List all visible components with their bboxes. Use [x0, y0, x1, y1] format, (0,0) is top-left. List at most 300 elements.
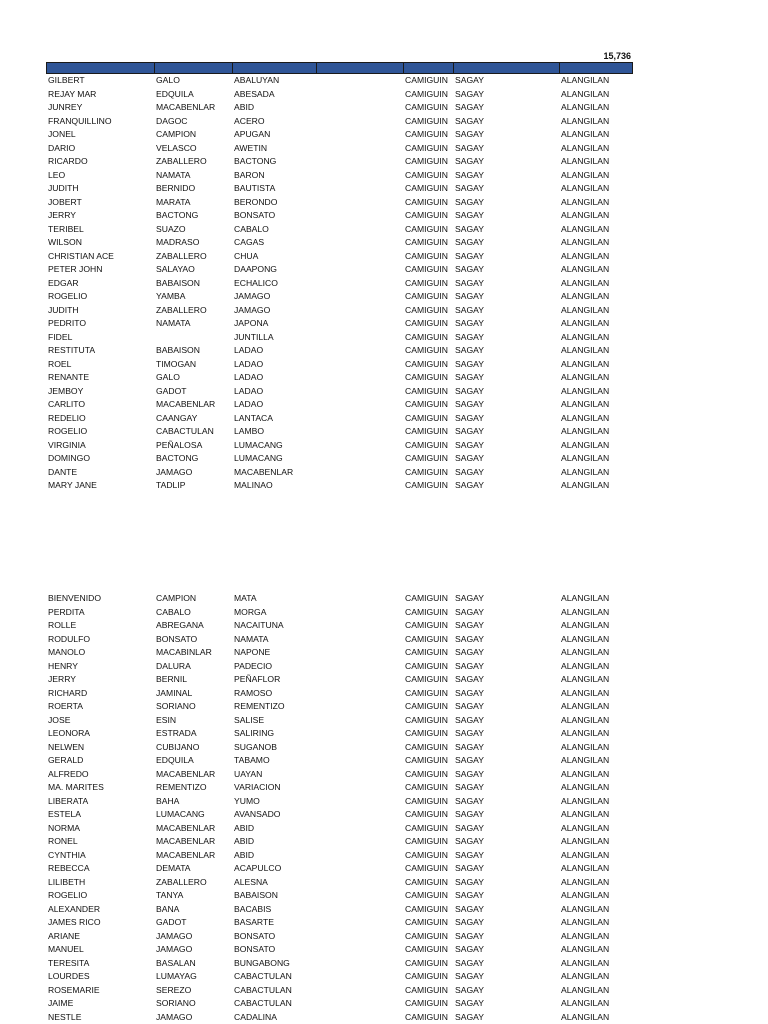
city-cell: SAGAY — [455, 426, 484, 436]
barangay-cell: ALANGILAN — [561, 782, 610, 792]
city-cell: SAGAY — [455, 647, 484, 657]
island-cell: CAMIGUIN — [405, 984, 448, 995]
middle-name-cell: ESTRADA — [156, 728, 197, 738]
first-name-cell: VIRGINIA — [48, 439, 86, 450]
barangay-cell: ALANGILAN — [561, 291, 610, 301]
city-cell: SAGAY — [455, 944, 484, 954]
last-name-cell: PADECIO — [234, 660, 273, 671]
table-row — [0, 250, 768, 264]
island-cell: CAMIGUIN — [405, 633, 448, 644]
last-name-cell: PEÑAFLOR — [234, 674, 281, 684]
last-name-cell: ACERO — [234, 115, 265, 126]
total-count: 15,736 — [603, 51, 631, 61]
first-name-cell: JOBERT — [48, 196, 82, 207]
island-cell: CAMIGUIN — [405, 331, 448, 342]
last-name-cell: MORGA — [234, 606, 267, 617]
last-name-cell: MALINAO — [234, 480, 273, 490]
middle-name-cell: ZABALLERO — [156, 876, 207, 887]
table-row — [0, 687, 768, 701]
first-name-cell: DARIO — [48, 142, 76, 153]
island-cell: CAMIGUIN — [405, 687, 448, 698]
barangay-cell: ALANGILAN — [561, 701, 610, 711]
city-cell: SAGAY — [455, 223, 484, 234]
last-name-cell: LUMACANG — [234, 453, 283, 463]
table-row — [0, 371, 768, 385]
last-name-cell: JUNTILLA — [234, 331, 274, 342]
barangay-cell: ALANGILAN — [561, 944, 610, 954]
first-name-cell: RONEL — [48, 836, 78, 846]
last-name-cell: AWETIN — [234, 142, 268, 153]
city-cell: SAGAY — [455, 102, 484, 112]
middle-name-cell: DAGOC — [156, 115, 188, 126]
barangay-cell: ALANGILAN — [561, 372, 610, 382]
barangay-cell: ALANGILAN — [561, 385, 610, 396]
first-name-cell: JERRY — [48, 210, 77, 220]
barangay-cell: ALANGILAN — [561, 822, 610, 833]
first-name-cell: NESTLE — [48, 1011, 82, 1022]
city-cell: SAGAY — [455, 453, 484, 463]
table-row — [0, 412, 768, 426]
barangay-cell: ALANGILAN — [561, 903, 610, 914]
barangay-cell: ALANGILAN — [561, 169, 610, 180]
barangay-cell: ALANGILAN — [561, 998, 610, 1008]
island-cell: CAMIGUIN — [405, 237, 448, 247]
island-cell: CAMIGUIN — [405, 372, 448, 382]
table-row — [0, 862, 768, 876]
middle-name-cell: SEREZO — [156, 984, 192, 995]
last-name-cell: CABALO — [234, 223, 269, 234]
table-row — [0, 619, 768, 633]
middle-name-cell: JAMAGO — [156, 930, 193, 941]
table-header-bar — [46, 62, 633, 74]
island-cell: CAMIGUIN — [405, 102, 448, 112]
island-cell: CAMIGUIN — [405, 318, 448, 328]
last-name-cell: DAAPONG — [234, 264, 277, 274]
table-row — [0, 439, 768, 453]
last-name-cell: ACAPULCO — [234, 863, 282, 873]
middle-name-cell: MACABENLAR — [156, 102, 216, 112]
middle-name-cell: JAMAGO — [156, 944, 193, 954]
first-name-cell: CYNTHIA — [48, 849, 86, 860]
barangay-cell: ALANGILAN — [561, 728, 610, 738]
first-name-cell: HENRY — [48, 660, 78, 671]
middle-name-cell: GALO — [156, 372, 180, 382]
table-row — [0, 646, 768, 660]
island-cell: CAMIGUIN — [405, 426, 448, 436]
island-cell: CAMIGUIN — [405, 183, 448, 193]
last-name-cell: CABACTULAN — [234, 984, 292, 995]
island-cell: CAMIGUIN — [405, 863, 448, 873]
first-name-cell: JONEL — [48, 129, 76, 139]
last-name-cell: JAPONA — [234, 318, 269, 328]
last-name-cell: LANTACA — [234, 412, 273, 423]
last-name-cell: REMENTIZO — [234, 701, 285, 711]
first-name-cell: ROLLE — [48, 620, 77, 630]
table-row — [0, 808, 768, 822]
island-cell: CAMIGUIN — [405, 277, 448, 288]
middle-name-cell: LUMACANG — [156, 809, 205, 819]
last-name-cell: CABACTULAN — [234, 971, 292, 981]
table-row — [0, 128, 768, 142]
last-name-cell: LUMACANG — [234, 439, 283, 450]
island-cell: CAMIGUIN — [405, 606, 448, 617]
header-cell — [317, 63, 404, 73]
table-row — [0, 466, 768, 480]
island-cell: CAMIGUIN — [405, 156, 448, 166]
barangay-cell: ALANGILAN — [561, 795, 610, 806]
barangay-cell: ALANGILAN — [561, 264, 610, 274]
city-cell: SAGAY — [455, 75, 484, 85]
first-name-cell: GILBERT — [48, 75, 85, 85]
table-row — [0, 209, 768, 223]
last-name-cell: BONSATO — [234, 210, 276, 220]
table-row — [0, 385, 768, 399]
last-name-cell: BONSATO — [234, 944, 276, 954]
table-row — [0, 943, 768, 957]
middle-name-cell: SORIANO — [156, 701, 196, 711]
last-name-cell: CABACTULAN — [234, 998, 292, 1008]
first-name-cell: MA. MARITES — [48, 782, 104, 792]
city-cell: SAGAY — [455, 385, 484, 396]
first-name-cell: JUDITH — [48, 304, 79, 315]
first-name-cell: ROSEMARIE — [48, 984, 100, 995]
middle-name-cell: PEÑALOSA — [156, 439, 203, 450]
island-cell: CAMIGUIN — [405, 849, 448, 860]
middle-name-cell: LUMAYAG — [156, 971, 197, 981]
city-cell: SAGAY — [455, 466, 484, 477]
last-name-cell: LADAO — [234, 385, 264, 396]
middle-name-cell: TIMOGAN — [156, 358, 197, 369]
barangay-cell: ALANGILAN — [561, 917, 610, 927]
barangay-cell: ALANGILAN — [561, 156, 610, 166]
table-row — [0, 1011, 768, 1024]
island-cell: CAMIGUIN — [405, 957, 448, 968]
first-name-cell: BIENVENIDO — [48, 593, 102, 603]
city-cell: SAGAY — [455, 768, 484, 779]
table-row — [0, 290, 768, 304]
barangay-cell: ALANGILAN — [561, 196, 610, 207]
city-cell: SAGAY — [455, 836, 484, 846]
city-cell: SAGAY — [455, 971, 484, 981]
table-row — [0, 317, 768, 331]
first-name-cell: JAMES RICO — [48, 917, 101, 927]
table-row — [0, 277, 768, 291]
table-row — [0, 606, 768, 620]
city-cell: SAGAY — [455, 674, 484, 684]
middle-name-cell: NAMATA — [156, 169, 191, 180]
city-cell: SAGAY — [455, 863, 484, 873]
last-name-cell: APUGAN — [234, 129, 271, 139]
last-name-cell: SUGANOB — [234, 741, 277, 752]
island-cell: CAMIGUIN — [405, 795, 448, 806]
last-name-cell: UAYAN — [234, 768, 263, 779]
middle-name-cell: TANYA — [156, 890, 184, 900]
island-cell: CAMIGUIN — [405, 75, 448, 85]
last-name-cell: LAMBO — [234, 426, 265, 436]
middle-name-cell: BANA — [156, 903, 180, 914]
middle-name-cell: ESIN — [156, 714, 177, 725]
first-name-cell: REJAY MAR — [48, 88, 97, 99]
table-row — [0, 633, 768, 647]
city-cell: SAGAY — [455, 88, 484, 99]
table-row — [0, 479, 768, 493]
island-cell: CAMIGUIN — [405, 890, 448, 900]
barangay-cell: ALANGILAN — [561, 412, 610, 423]
first-name-cell: JOSE — [48, 714, 71, 725]
last-name-cell: MACABENLAR — [234, 466, 294, 477]
last-name-cell: BACABIS — [234, 903, 272, 914]
barangay-cell: ALANGILAN — [561, 620, 610, 630]
city-cell: SAGAY — [455, 304, 484, 315]
first-name-cell: REBECCA — [48, 863, 90, 873]
barangay-cell: ALANGILAN — [561, 88, 610, 99]
last-name-cell: BARON — [234, 169, 265, 180]
barangay-cell: ALANGILAN — [561, 142, 610, 153]
city-cell: SAGAY — [455, 237, 484, 247]
table-row — [0, 957, 768, 971]
island-cell: CAMIGUIN — [405, 129, 448, 139]
barangay-cell: ALANGILAN — [561, 115, 610, 126]
island-cell: CAMIGUIN — [405, 291, 448, 301]
city-cell: SAGAY — [455, 291, 484, 301]
middle-name-cell: EDQUILA — [156, 755, 194, 765]
table-row — [0, 101, 768, 115]
island-cell: CAMIGUIN — [405, 115, 448, 126]
first-name-cell: LEONORA — [48, 728, 91, 738]
last-name-cell: LADAO — [234, 345, 264, 355]
city-cell: SAGAY — [455, 795, 484, 806]
middle-name-cell: SALAYAO — [156, 264, 195, 274]
city-cell: SAGAY — [455, 849, 484, 860]
last-name-cell: BABAISON — [234, 890, 278, 900]
table-row — [0, 304, 768, 318]
middle-name-cell: ABREGANA — [156, 620, 204, 630]
first-name-cell: ROEL — [48, 358, 72, 369]
header-cell — [233, 63, 317, 73]
first-name-cell: ROERTA — [48, 701, 84, 711]
first-name-cell: JUNREY — [48, 102, 83, 112]
island-cell: CAMIGUIN — [405, 412, 448, 423]
barangay-cell: ALANGILAN — [561, 687, 610, 698]
island-cell: CAMIGUIN — [405, 660, 448, 671]
middle-name-cell: MACABENLAR — [156, 849, 216, 860]
first-name-cell: NELWEN — [48, 741, 85, 752]
table-row — [0, 142, 768, 156]
island-cell: CAMIGUIN — [405, 399, 448, 409]
last-name-cell: BAUTISTA — [234, 183, 276, 193]
table-row — [0, 714, 768, 728]
city-cell: SAGAY — [455, 957, 484, 968]
island-cell: CAMIGUIN — [405, 741, 448, 752]
middle-name-cell: BERNIL — [156, 674, 188, 684]
table-row — [0, 673, 768, 687]
table-row — [0, 903, 768, 917]
island-cell: CAMIGUIN — [405, 944, 448, 954]
city-cell: SAGAY — [455, 782, 484, 792]
last-name-cell: YUMO — [234, 795, 260, 806]
first-name-cell: TERIBEL — [48, 223, 84, 234]
middle-name-cell: ZABALLERO — [156, 156, 207, 166]
first-name-cell: PERDITA — [48, 606, 85, 617]
island-cell: CAMIGUIN — [405, 264, 448, 274]
city-cell: SAGAY — [455, 264, 484, 274]
last-name-cell: NAMATA — [234, 633, 269, 644]
table-row — [0, 768, 768, 782]
table-row — [0, 452, 768, 466]
table-row — [0, 398, 768, 412]
island-cell: CAMIGUIN — [405, 782, 448, 792]
last-name-cell: CADALINA — [234, 1011, 277, 1022]
first-name-cell: ALFREDO — [48, 768, 89, 779]
first-name-cell: JERRY — [48, 674, 77, 684]
island-cell: CAMIGUIN — [405, 480, 448, 490]
barangay-cell: ALANGILAN — [561, 836, 610, 846]
table-row — [0, 74, 768, 88]
last-name-cell: AVANSADO — [234, 809, 281, 819]
table-row — [0, 997, 768, 1011]
table-row — [0, 835, 768, 849]
middle-name-cell: MACABENLAR — [156, 768, 216, 779]
last-name-cell: RAMOSO — [234, 687, 273, 698]
table-row — [0, 425, 768, 439]
barangay-cell: ALANGILAN — [561, 849, 610, 860]
table-row — [0, 344, 768, 358]
first-name-cell: ROGELIO — [48, 291, 88, 301]
city-cell: SAGAY — [455, 183, 484, 193]
middle-name-cell: BABAISON — [156, 277, 200, 288]
island-cell: CAMIGUIN — [405, 358, 448, 369]
first-name-cell: LIBERATA — [48, 795, 89, 806]
city-cell: SAGAY — [455, 439, 484, 450]
last-name-cell: BONSATO — [234, 930, 276, 941]
city-cell: SAGAY — [455, 809, 484, 819]
first-name-cell: EDGAR — [48, 277, 79, 288]
barangay-cell: ALANGILAN — [561, 277, 610, 288]
middle-name-cell: BASALAN — [156, 957, 196, 968]
first-name-cell: LEO — [48, 169, 66, 180]
table-row — [0, 660, 768, 674]
table-row — [0, 115, 768, 129]
city-cell: SAGAY — [455, 156, 484, 166]
island-cell: CAMIGUIN — [405, 809, 448, 819]
island-cell: CAMIGUIN — [405, 593, 448, 603]
last-name-cell: BASARTE — [234, 917, 274, 927]
city-cell: SAGAY — [455, 358, 484, 369]
island-cell: CAMIGUIN — [405, 620, 448, 630]
first-name-cell: MANUEL — [48, 944, 84, 954]
middle-name-cell: JAMINAL — [156, 687, 193, 698]
middle-name-cell: CAMPION — [156, 129, 197, 139]
island-cell: CAMIGUIN — [405, 647, 448, 657]
last-name-cell: JAMAGO — [234, 304, 271, 315]
middle-name-cell: SUAZO — [156, 223, 186, 234]
middle-name-cell: CABACTULAN — [156, 426, 214, 436]
island-cell: CAMIGUIN — [405, 453, 448, 463]
middle-name-cell: BABAISON — [156, 345, 200, 355]
last-name-cell: SALISE — [234, 714, 265, 725]
middle-name-cell: CUBIJANO — [156, 741, 200, 752]
table-row — [0, 889, 768, 903]
barangay-cell: ALANGILAN — [561, 426, 610, 436]
table-row — [0, 849, 768, 863]
island-cell: CAMIGUIN — [405, 917, 448, 927]
barangay-cell: ALANGILAN — [561, 399, 610, 409]
island-cell: CAMIGUIN — [405, 768, 448, 779]
middle-name-cell: JAMAGO — [156, 1011, 193, 1022]
city-cell: SAGAY — [455, 687, 484, 698]
first-name-cell: ROGELIO — [48, 890, 88, 900]
city-cell: SAGAY — [455, 318, 484, 328]
last-name-cell: ABID — [234, 849, 255, 860]
last-name-cell: JAMAGO — [234, 291, 271, 301]
first-name-cell: RESTITUTA — [48, 345, 96, 355]
first-name-cell: MANOLO — [48, 647, 86, 657]
island-cell: CAMIGUIN — [405, 142, 448, 153]
table-row — [0, 155, 768, 169]
barangay-cell: ALANGILAN — [561, 741, 610, 752]
barangay-cell: ALANGILAN — [561, 480, 610, 490]
island-cell: CAMIGUIN — [405, 439, 448, 450]
city-cell: SAGAY — [455, 345, 484, 355]
table-row — [0, 196, 768, 210]
table-row — [0, 223, 768, 237]
middle-name-cell: NAMATA — [156, 318, 191, 328]
table-row — [0, 263, 768, 277]
last-name-cell: TABAMO — [234, 755, 270, 765]
first-name-cell: FIDEL — [48, 331, 73, 342]
barangay-cell: ALANGILAN — [561, 358, 610, 369]
middle-name-cell: REMENTIZO — [156, 782, 207, 792]
city-cell: SAGAY — [455, 277, 484, 288]
city-cell: SAGAY — [455, 210, 484, 220]
city-cell: SAGAY — [455, 372, 484, 382]
last-name-cell: LADAO — [234, 372, 264, 382]
barangay-cell: ALANGILAN — [561, 984, 610, 995]
barangay-cell: ALANGILAN — [561, 250, 610, 261]
barangay-cell: ALANGILAN — [561, 75, 610, 85]
city-cell: SAGAY — [455, 115, 484, 126]
city-cell: SAGAY — [455, 755, 484, 765]
city-cell: SAGAY — [455, 917, 484, 927]
middle-name-cell: MACABENLAR — [156, 399, 216, 409]
middle-name-cell: BAHA — [156, 795, 180, 806]
island-cell: CAMIGUIN — [405, 971, 448, 981]
island-cell: CAMIGUIN — [405, 930, 448, 941]
table-row — [0, 984, 768, 998]
last-name-cell: CHUA — [234, 250, 259, 261]
barangay-cell: ALANGILAN — [561, 1011, 610, 1022]
island-cell: CAMIGUIN — [405, 385, 448, 396]
barangay-cell: ALANGILAN — [561, 755, 610, 765]
table-row — [0, 916, 768, 930]
middle-name-cell: GALO — [156, 75, 180, 85]
barangay-cell: ALANGILAN — [561, 768, 610, 779]
barangay-cell: ALANGILAN — [561, 971, 610, 981]
city-cell: SAGAY — [455, 890, 484, 900]
barangay-cell: ALANGILAN — [561, 318, 610, 328]
table-row — [0, 754, 768, 768]
barangay-cell: ALANGILAN — [561, 957, 610, 968]
city-cell: SAGAY — [455, 169, 484, 180]
barangay-cell: ALANGILAN — [561, 466, 610, 477]
barangay-cell: ALANGILAN — [561, 593, 610, 603]
city-cell: SAGAY — [455, 620, 484, 630]
header-cell — [47, 63, 155, 73]
table-row — [0, 741, 768, 755]
city-cell: SAGAY — [455, 593, 484, 603]
table-row — [0, 358, 768, 372]
first-name-cell: FRANQUILLINO — [48, 115, 112, 126]
